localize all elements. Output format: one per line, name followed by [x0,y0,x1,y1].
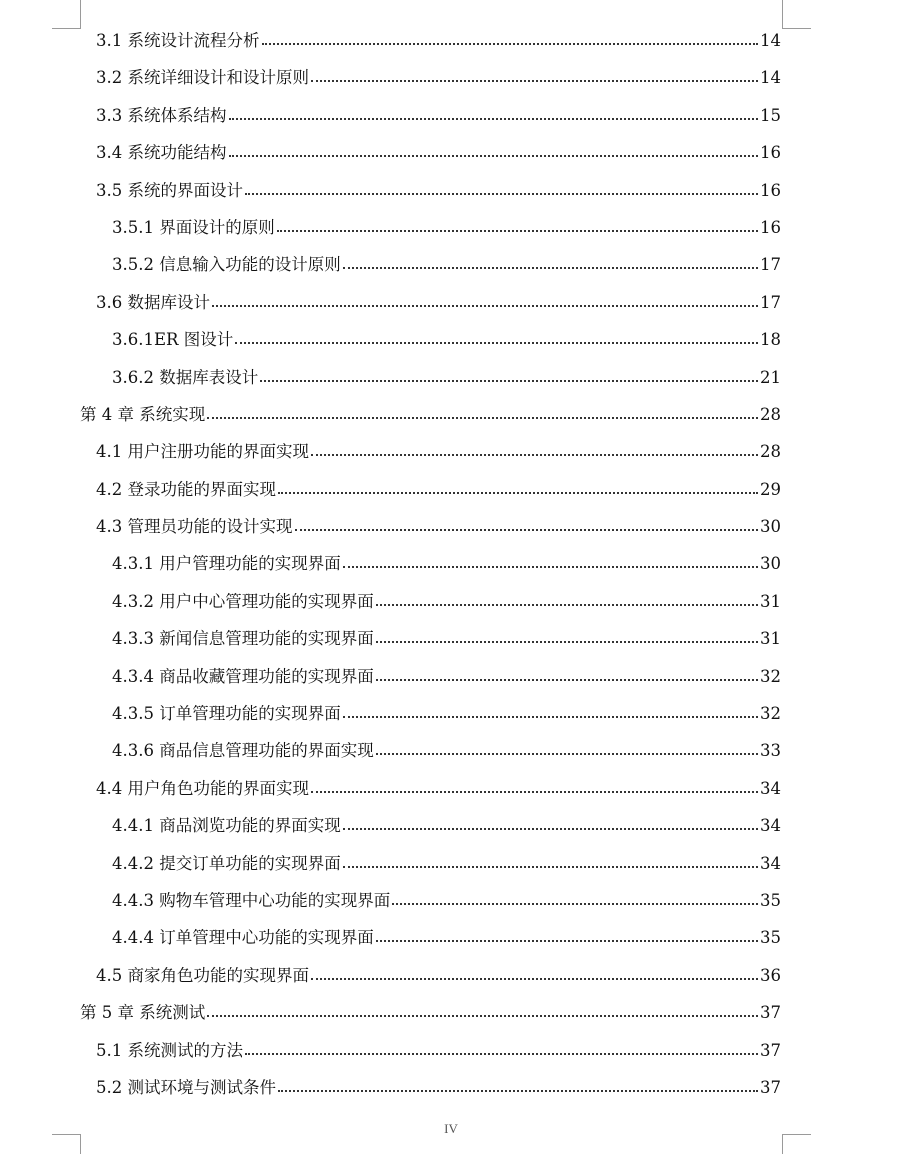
toc-entry-title: 4.4.3 购物车管理中心功能的实现界面 [112,890,391,910]
toc-entry-page-number: 31 [760,591,781,611]
toc-entry-page-number: 34 [760,816,781,836]
toc-entry-page-number: 17 [760,292,781,312]
toc-entry-page-number: 14 [760,68,781,88]
toc-entry[interactable] [80,658,781,695]
toc-leader-dots [235,329,758,346]
toc-entry[interactable] [80,396,781,433]
toc-entry-page-number: 16 [760,180,781,200]
toc-entry-page-number: 36 [760,965,781,985]
toc-entry-page-number: 34 [760,778,781,798]
toc-leader-dots [278,1076,758,1093]
toc-leader-dots [311,441,758,458]
toc-entry[interactable] [80,321,781,358]
toc-entry-title: 4.5 商家角色功能的实现界面 [96,965,309,985]
toc-entry-title: 4.4.1 商品浏览功能的界面实现 [112,816,341,836]
toc-entry-title: 3.5.1 界面设计的原则 [112,217,275,237]
toc-entry[interactable] [80,508,781,545]
toc-entry[interactable] [80,22,781,59]
toc-entry-title: 3.5 系统的界面设计 [96,180,243,200]
toc-leader-dots [392,889,758,906]
toc-entry[interactable] [80,732,781,769]
toc-entry-page-number: 18 [760,330,781,350]
toc-entry[interactable] [80,471,781,508]
toc-entry-page-number: 32 [760,704,781,724]
toc-entry-title: 4.4.4 订单管理中心功能的实现界面 [112,928,374,948]
crop-mark-top-left [52,0,81,29]
toc-entry-page-number: 35 [760,890,781,910]
toc-entry-page-number: 16 [760,143,781,163]
toc-entry-page-number: 28 [760,442,781,462]
toc-entry[interactable] [80,957,781,994]
toc-leader-dots [376,628,758,645]
toc-leader-dots [295,516,759,533]
toc-leader-dots [277,216,758,233]
toc-entry[interactable] [80,1032,781,1069]
toc-entry-title: 4.3.1 用户管理功能的实现界面 [112,554,341,574]
toc-entry[interactable] [80,770,781,807]
toc-entry-title: 5.2 测试环境与测试条件 [96,1077,276,1097]
toc-entry-page-number: 21 [760,367,781,387]
toc-entry[interactable] [80,1069,781,1106]
toc-entry-title: 3.6 数据库设计 [96,292,210,312]
table-of-contents [80,22,781,1106]
toc-entry-page-number: 17 [760,255,781,275]
toc-entry-page-number: 35 [760,928,781,948]
toc-leader-dots [311,964,758,981]
toc-entry[interactable] [80,620,781,657]
toc-entry[interactable] [80,807,781,844]
toc-entry-title: 3.3 系统体系结构 [96,105,227,125]
toc-entry[interactable] [80,994,781,1031]
toc-leader-dots [262,30,759,47]
toc-entry-page-number: 32 [760,666,781,686]
toc-entry-title: 4.3.5 订单管理功能的实现界面 [112,704,341,724]
toc-entry[interactable] [80,919,781,956]
toc-entry-title: 4.4.2 提交订单功能的实现界面 [112,853,341,873]
toc-entry-page-number: 30 [760,517,781,537]
toc-leader-dots [343,254,758,271]
toc-entry-title: 4.4 用户角色功能的界面实现 [96,778,309,798]
toc-entry-title: 3.4 系统功能结构 [96,143,227,163]
toc-entry-page-number: 33 [760,741,781,761]
toc-leader-dots [376,665,758,682]
toc-entry-page-number: 14 [760,31,781,50]
toc-leader-dots [343,553,758,570]
toc-entry-page-number: 37 [760,1003,781,1023]
toc-entry[interactable] [80,545,781,582]
toc-entry-title: 3.5.2 信息输入功能的设计原则 [112,255,341,275]
toc-entry[interactable] [80,695,781,732]
toc-entry-page-number: 30 [760,554,781,574]
toc-entry-title: 3.6.1ER 图设计 [112,330,234,350]
toc-leader-dots [229,104,759,121]
toc-entry-page-number: 37 [760,1077,781,1097]
toc-leader-dots [260,366,758,383]
toc-entry[interactable] [80,209,781,246]
toc-entry-page-number: 37 [760,1040,781,1060]
toc-entry-page-number: 29 [760,479,781,499]
toc-leader-dots [278,478,758,495]
toc-entry[interactable] [80,284,781,321]
toc-leader-dots [212,291,758,308]
page-number-footer: IV [444,1121,458,1136]
toc-leader-dots [343,815,758,832]
toc-entry[interactable] [80,359,781,396]
toc-entry[interactable] [80,433,781,470]
toc-entry-title: 4.3.4 商品收藏管理功能的实现界面 [112,666,374,686]
toc-entry-title: 4.3.3 新闻信息管理功能的实现界面 [112,629,374,649]
toc-entry-page-number: 31 [760,629,781,649]
toc-entry-title: 3.1 系统设计流程分析 [96,31,260,50]
toc-entry-title: 4.3 管理员功能的设计实现 [96,517,293,537]
toc-entry-page-number: 16 [760,217,781,237]
crop-mark-bottom-right [782,1134,811,1154]
toc-entry-title: 4.3.6 商品信息管理功能的界面实现 [112,741,374,761]
toc-entry-title: 5.1 系统测试的方法 [96,1040,243,1060]
toc-entry[interactable] [80,246,781,283]
toc-entry-title: 4.3.2 用户中心管理功能的实现界面 [112,591,374,611]
toc-entry-title: 4.1 用户注册功能的界面实现 [96,442,309,462]
toc-leader-dots [376,740,758,757]
crop-mark-bottom-left [52,1134,81,1154]
toc-leader-dots [245,179,758,196]
toc-leader-dots [207,403,758,420]
toc-entry[interactable] [80,882,781,919]
toc-entry-title: 3.2 系统详细设计和设计原则 [96,68,309,88]
toc-entry-title: 4.2 登录功能的界面实现 [96,479,276,499]
toc-leader-dots [207,1002,758,1019]
toc-leader-dots [245,1039,758,1056]
toc-entry[interactable] [80,97,781,134]
toc-entry[interactable] [80,59,781,96]
toc-entry-page-number: 15 [760,105,781,125]
toc-entry-title: 第 5 章 系统测试 [80,1003,206,1023]
toc-leader-dots [229,142,759,159]
toc-leader-dots [343,852,758,869]
toc-entry-page-number: 28 [760,404,781,424]
toc-leader-dots [343,703,758,720]
toc-entry[interactable] [80,583,781,620]
toc-entry[interactable] [80,134,781,171]
toc-leader-dots [311,67,758,84]
toc-entry[interactable] [80,845,781,882]
crop-mark-top-right [782,0,811,29]
toc-leader-dots [311,777,758,794]
toc-entry[interactable] [80,172,781,209]
toc-leader-dots [376,927,758,944]
toc-entry-page-number: 34 [760,853,781,873]
toc-entry-title: 第 4 章 系统实现 [80,404,206,424]
toc-leader-dots [376,590,758,607]
toc-entry-title: 3.6.2 数据库表设计 [112,367,259,387]
